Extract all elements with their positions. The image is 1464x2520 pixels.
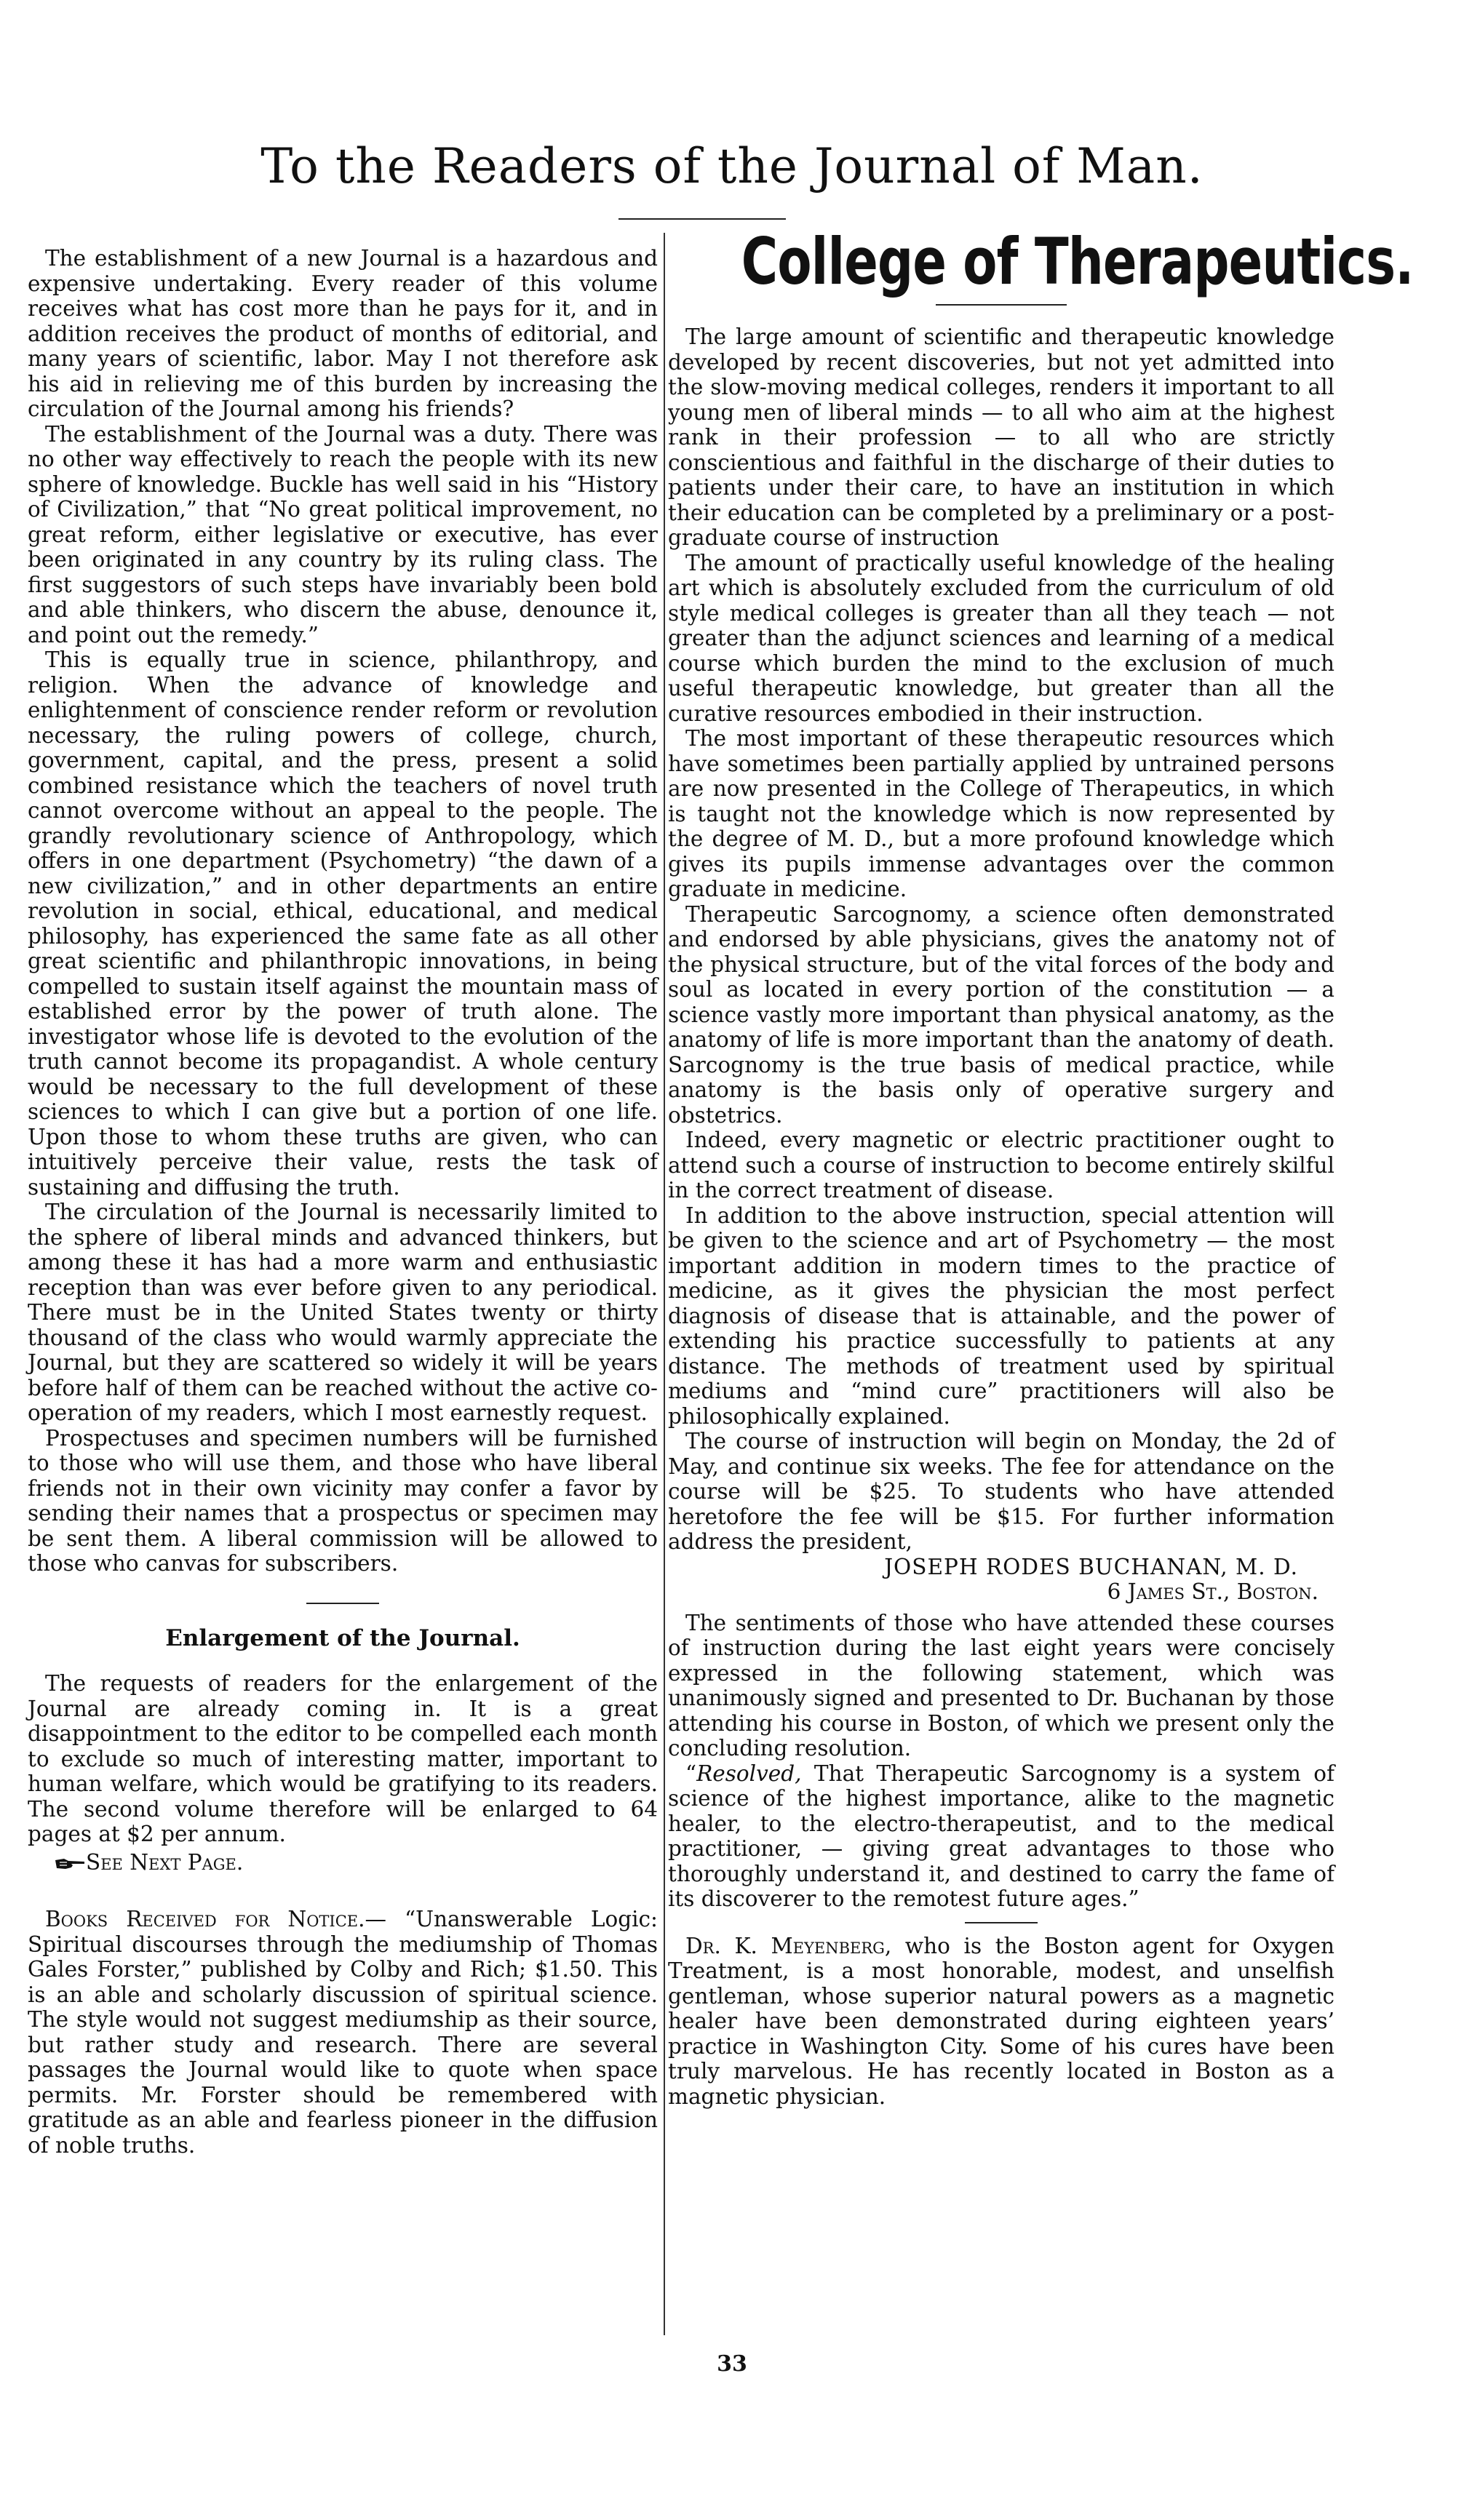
enlargement-heading: Enlargement of the Journal. bbox=[165, 1624, 520, 1651]
readers-paragraph-4: The circulation of the Journal is necessarily limited to the sphere of liberal minds and advanced thinkers, but among these it has had a more warm and enthusiastic reception than was ever before given to any periodical. There must be in the United States twenty or thirty thousand of the class who would warmly appreciate the Journal, but they are scattered so widely it will be years before half of them can be reached without the active co-operation of my readers, which I most earnestly request. bbox=[28, 1200, 658, 1425]
college-paragraph-6: In addition to the above instruction, special attention will be given to the science and art of Psychometry — the most important addition in modern times to the practice of medicine, as it gives the physician the most perfect diagnosis of disease that is attainable, and the power of extending his practice successfully to patients at any distance. The methods of treatment used by spiritual mediums and “mind cure” practitioners will also be philosophically explained. bbox=[668, 1203, 1334, 1429]
spacer bbox=[28, 1875, 658, 1907]
meyenberg-name: Dr. K. Meyenberg, bbox=[685, 1933, 892, 1958]
meyenberg-text: who is the Boston agent for Oxygen Treatment, is a most honorable, modest, and unselfish gentleman, whose superior natural powers as a magnetic healer have been demonstrated during eighteen years’ practice in Washington City. Some of his cures have been truly marvelous. He has recently located in Boston as a magnetic physician. bbox=[668, 1933, 1334, 2109]
enlargement-paragraph: The requests of readers for the enlargement of the Journal are already coming in. It is a great disappointment to the editor to be compelled each month to exclude so much of interesting matter, important to human welfare, which would be gratifying to its readers. The second volume therefore will be enlarged to 64 pages at $2 per annum. bbox=[28, 1671, 658, 1846]
signature-address: 6 James St., Boston. bbox=[1107, 1579, 1318, 1604]
meyenberg-divider bbox=[965, 1922, 1038, 1923]
college-paragraph-7: The course of instruction will begin on Monday, the 2d of May, and continue six weeks. The fee for attendance on the course will be $25. To students who have attended heretofore the fee will be $15. For further information address the president, bbox=[668, 1429, 1334, 1554]
college-paragraph-1: The large amount of scientific and therapeutic knowledge developed by recent discoveries, but not yet admitted into the slow-moving medical colleges, renders it important to all young men of liberal minds — to all who aim at the highest rank in their profession — to all who are strictly conscientious and faithful in the discharge of their duties to patients under their care, to have an institution in which their education can be completed by a preliminary or a post-graduate course of instruction bbox=[668, 324, 1334, 550]
college-paragraph-2: The amount of practically useful knowledge of the healing art which is absolutely excluded from the curriculum of old style medical colleges is greater than all they teach — not greater than the adjunct sciences and learning of a medical course which burden the mind to the exclusion of much useful therapeutic knowledge, but greater than all the curative resources embodied in their instruction. bbox=[668, 550, 1334, 726]
sentiments-paragraph: The sentiments of those who have attended these courses of instruction during the last eight years were concisely expressed in the following statement, which was unanimously signed and presented to Dr. Buchanan by those attending his course in Boston, of which we present only the concluding resolution. bbox=[668, 1610, 1334, 1761]
college-paragraph-4: Therapeutic Sarcognomy, a science often demonstrated and endorsed by able physicians, gives the anatomy not of the physical structure, but of the vital forces of the body and soul as located in every portion of the constitution — a science vastly more important than physical anatomy, as the anatomy of life is more important than the anatomy of death. Sarcognomy is the true basis of medical practice, while anatomy is the basis only of operative surgery and obstetrics. bbox=[668, 901, 1334, 1128]
section-divider bbox=[306, 1603, 379, 1604]
readers-paragraph-1: The establishment of a new Journal is a hazardous and expensive undertaking. Every reader of this volume receives what has cost more than he pays for it, and in addition receives the product of months of editorial, and many years of scientific, labor. May I not therefore ask his aid in relieving me of this burden by increasing the circulation of the Journal among his friends? bbox=[28, 246, 658, 421]
page-number: 33 bbox=[717, 2351, 747, 2377]
pointing-hand-icon bbox=[54, 1857, 86, 1871]
books-notice-text: — “Unanswerable Logic: Spiritual discourses through the mediumship of Thomas Gales Forster,” published by Colby and Rich; $1.50. This is an able and scholarly discussion of spiritual science. The style would not suggest mediumship as their source, but rather study and research. There are several passages the Journal would like to quote when space permits. Mr. Forster should be remembered with gratitude as an able and fearless pioneer in the diffusion of noble truths. bbox=[28, 1907, 658, 2158]
readers-paragraph-3: This is equally true in science, philanthropy, and religion. When the advance of knowledge and enlightenment of conscience render reform or revolution necessary, the ruling powers of college, church, government, capital, and the press, present a solid combined resistance which the teachers of novel truth cannot overcome without an appeal to the people. The grandly revolutionary science of Anthropology, which offers in one department (Psychometry) “the dawn of a new civilization,” and in other departments an entire revolution in social, ethical, educational, and medical philosophy, has experienced the same fate as all other great scientific and philanthropic innovations, in being compelled to sustain itself against the mountain mass of established error by the power of truth alone. The investigator whose life is devoted to the evolution of the truth cannot become its propagandist. A whole century would be necessary to the full development of these sciences to which I can give but a portion of one life. Upon those to whom these truths are given, who can intuitively perceive their value, rests the task of sustaining and diffusing the truth. bbox=[28, 647, 658, 1200]
signature-name: JOSEPH RODES BUCHANAN, M. D. bbox=[884, 1554, 1298, 1579]
college-paragraph-3: The most important of these therapeutic resources which have sometimes been partially applied by untrained persons are now presented in the College of Therapeutics, in which is taught not the knowledge which is now represented by the degree of M. D., but a more profound knowledge which gives its pupils immense advantages over the common graduate in medicine. bbox=[668, 726, 1334, 901]
resolution-paragraph: “Resolved, That Therapeutic Sarcognomy is a system of science of the highest importance, alike to the magnetic healer, to the electro-therapeutist, and to the medical practitioner, — giving great advantages to those who thoroughly understand it, and destined to carry the fame of its discoverer to the remotest future ages.” bbox=[668, 1761, 1334, 1911]
see-next-page-label: See Next Page. bbox=[86, 1849, 244, 1875]
page-title: To the Readers of the Journal of Man. bbox=[260, 138, 1204, 194]
right-column bbox=[668, 224, 1414, 2109]
left-column bbox=[28, 246, 658, 2158]
resolution-text: That Therapeutic Sarcognomy is a system of science of the highest importance, alike to the magnetic healer, to the electro-therapeutist, and to the medical practitioner, — giving great advantages to those who thoroughly understand it, and destined to carry the fame of its discoverer to the remotest future ages.” bbox=[668, 1761, 1334, 1911]
college-paragraph-5: Indeed, every magnetic or electric practitioner ought to attend such a course of instruction to become entirely skilful in the correct treatment of disease. bbox=[668, 1128, 1334, 1203]
column-divider bbox=[664, 233, 665, 2335]
see-next-page-note bbox=[28, 1850, 658, 1875]
resolved-word: Resolved, bbox=[696, 1761, 802, 1786]
readers-paragraph-5: Prospectuses and specimen numbers will be furnished to those who will use them, and those who have liberal friends not in their own vicinity may confer a favor by sending their names that a prospectus or specimen may be sent them. A liberal commission will be allowed to those who canvas for subscribers. bbox=[28, 1425, 658, 1576]
readers-paragraph-2: The establishment of the Journal was a duty. There was no other way effectively to reach the people with its new sphere of knowledge. Buckle has well said in his “History of Civilization,” that “No great political improvement, no great reform, either legislative or executive, has ever been originated in any country by its ruling class. The first suggestors of such steps have invariably been bold and able thinkers, who discern the abuse, denounce it, and point out the remedy.” bbox=[28, 421, 658, 647]
meyenberg-paragraph bbox=[668, 1934, 1334, 2110]
title-divider bbox=[618, 218, 786, 220]
college-heading: College of Therapeutics. bbox=[741, 224, 1414, 299]
books-notice-paragraph bbox=[28, 1907, 658, 2158]
books-notice-lead: Books Received for Notice. bbox=[45, 1907, 365, 1931]
college-divider bbox=[936, 304, 1067, 306]
